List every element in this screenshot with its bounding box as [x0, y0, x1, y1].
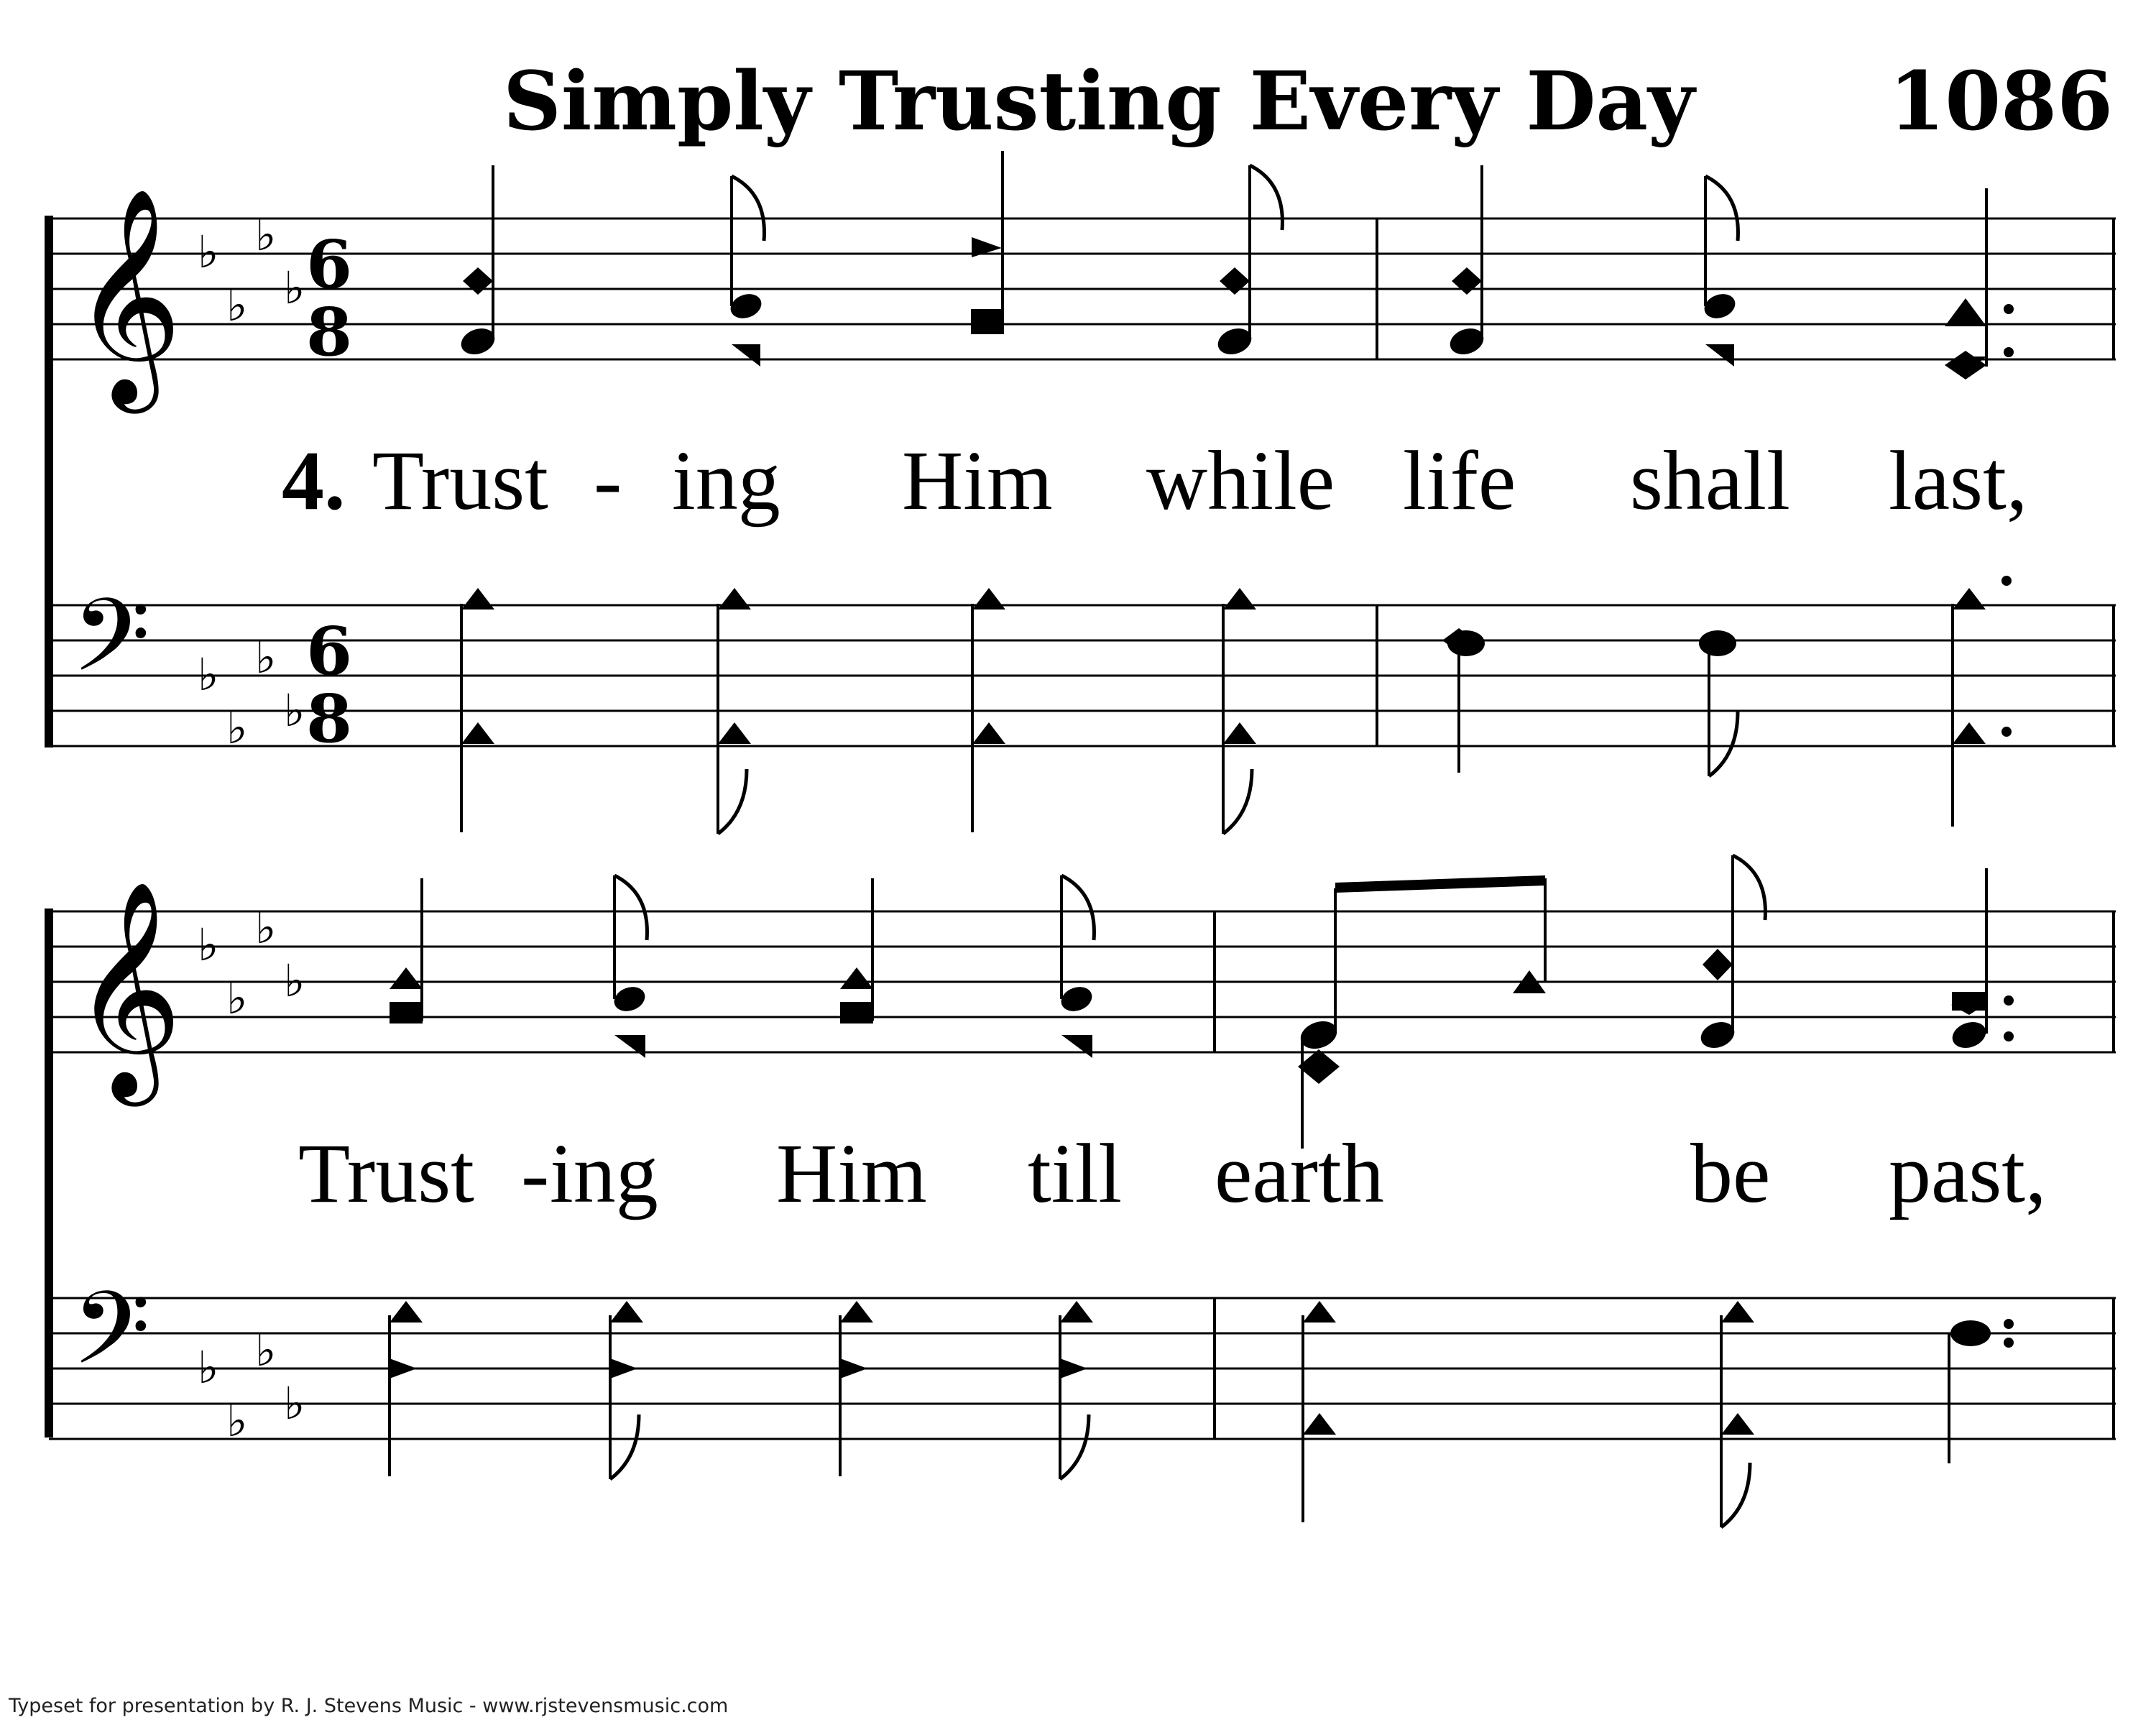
treble-clef-icon: 𝄞: [72, 187, 183, 404]
verse-number: 4.: [282, 433, 346, 528]
lyric-syllable: ing: [672, 433, 780, 528]
flat-icon: ♭: [226, 279, 248, 331]
note: [458, 165, 499, 359]
note: [1060, 1301, 1093, 1479]
flat-icon: ♭: [198, 226, 219, 278]
note: [840, 878, 873, 1024]
bass-staff: [49, 1270, 2116, 1527]
flat-icon: ♭: [198, 1341, 219, 1394]
flat-icon: ♭: [284, 262, 305, 314]
lyric-syllable: while: [1146, 433, 1335, 528]
flat-icon: ♭: [284, 954, 305, 1007]
note: [1945, 188, 2014, 380]
flat-icon: ♭: [198, 648, 219, 701]
flat-icon: ♭: [198, 919, 219, 971]
flat-icon: ♭: [284, 684, 305, 737]
lyric-syllable: last,: [1889, 433, 2028, 528]
lyric-syllable: Him: [776, 1126, 927, 1220]
note: [1949, 1319, 2014, 1463]
flat-icon: ♭: [255, 901, 277, 954]
bass-staff: [49, 576, 2116, 834]
lyric-syllable: earth: [1215, 1126, 1384, 1220]
note: [1949, 868, 2014, 1052]
flat-icon: ♭: [255, 208, 277, 261]
lyric-hyphen: -: [521, 1126, 550, 1220]
time-signature-top: 6: [305, 612, 353, 690]
treble-clef-icon: 𝄞: [72, 880, 183, 1097]
flat-icon: ♭: [255, 1324, 277, 1376]
lyric-syllable: ing: [550, 1126, 658, 1220]
lyric-syllable: shall: [1630, 433, 1790, 528]
system-1: [49, 151, 2116, 834]
flat-icon: ♭: [226, 702, 248, 754]
note: [1058, 875, 1095, 1058]
note: [390, 1301, 423, 1476]
lyric-syllable: Trust: [372, 433, 548, 528]
treble-staff: [49, 151, 2116, 415]
bass-clef-icon: 𝄢: [72, 1270, 151, 1412]
lyric-hyphen: -: [594, 433, 622, 528]
lyric-syllable: Trust: [298, 1126, 474, 1220]
note: [1697, 855, 1766, 1052]
note: [1699, 630, 1738, 776]
lyric-syllable: till: [1028, 1126, 1123, 1220]
hymn-number: 1086: [1889, 55, 2113, 149]
lyric-syllable: past,: [1889, 1126, 2047, 1220]
note: [1721, 1301, 1754, 1527]
flat-icon: ♭: [226, 1394, 248, 1447]
note: [1701, 176, 1738, 367]
note: [840, 1301, 873, 1476]
time-signature-bottom: 8: [305, 680, 353, 758]
note: [610, 1301, 643, 1479]
note: [390, 878, 423, 1024]
lyric-syllable: be: [1690, 1126, 1771, 1220]
bass-clef-icon: 𝄢: [72, 577, 151, 719]
flat-icon: ♭: [284, 1377, 305, 1430]
footer-credit: Typeset for presentation by R. J. Stevens Music - www.rjstevensmusic.com: [9, 1695, 729, 1717]
system-2: [49, 855, 2116, 1527]
note: [1215, 165, 1283, 359]
flat-icon: ♭: [226, 972, 248, 1024]
treble-staff: [49, 855, 2116, 1149]
lyric-syllable: life: [1403, 433, 1516, 528]
note: [1442, 628, 1485, 773]
lyric-syllable: Him: [902, 433, 1053, 528]
note: [971, 151, 1003, 334]
time-signature-top: 6: [305, 226, 353, 303]
note: [1447, 165, 1488, 359]
note: [727, 176, 765, 367]
note: [1953, 576, 2012, 827]
note: [611, 875, 648, 1058]
note: [1296, 875, 1546, 1149]
hymn-title: Simply Trusting Every Day: [503, 55, 1695, 149]
time-signature-bottom: 8: [305, 293, 353, 371]
flat-icon: ♭: [255, 631, 277, 684]
